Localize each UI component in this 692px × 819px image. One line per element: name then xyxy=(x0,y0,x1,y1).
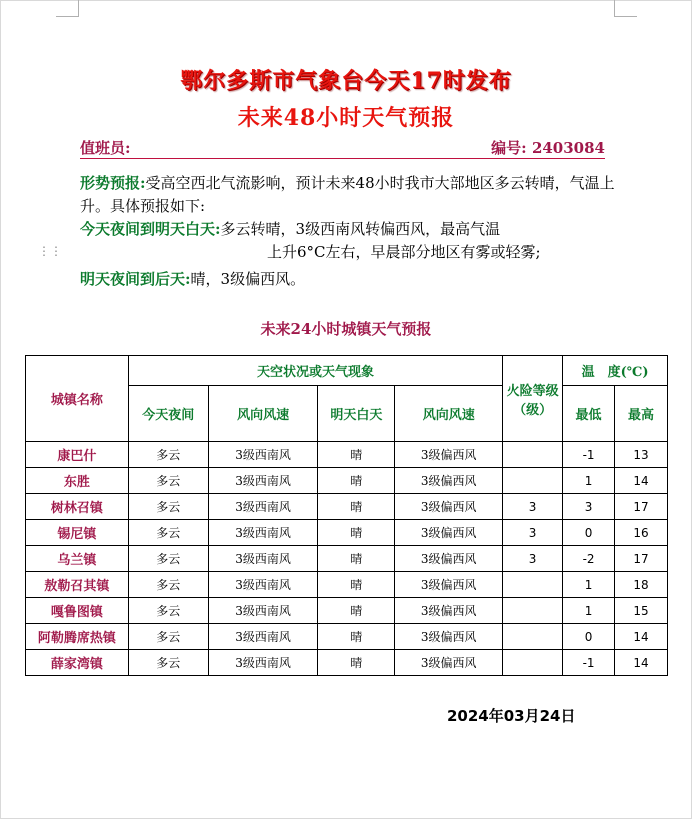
wind1-cell: 3级西南风 xyxy=(208,494,318,520)
table-row xyxy=(26,546,668,572)
wind2-cell: 3级偏西风 xyxy=(395,546,503,572)
wind1-cell: 3级西南风 xyxy=(208,442,318,468)
tomorrow-cell: 晴 xyxy=(318,598,395,624)
max-cell: 13 xyxy=(615,442,668,468)
header-max: 最高 xyxy=(615,386,668,442)
min-cell: 3 xyxy=(563,494,615,520)
fire-cell xyxy=(503,598,563,624)
tomorrow-cell: 晴 xyxy=(318,546,395,572)
fire-cell: 3 xyxy=(503,520,563,546)
page-corner-mark-left xyxy=(56,0,79,17)
fire-cell xyxy=(503,572,563,598)
header-tomorrow: 明天白天 xyxy=(318,386,395,442)
number-value: 2403084 xyxy=(531,139,605,157)
fire-cell: 3 xyxy=(503,546,563,572)
wind1-cell: 3级西南风 xyxy=(208,624,318,650)
duty-officer-label: 值班员: xyxy=(80,139,131,157)
max-cell: 14 xyxy=(615,468,668,494)
tomorrow-cell: 晴 xyxy=(318,520,395,546)
tonight-cell: 多云 xyxy=(128,442,208,468)
tonight-label: 今天夜间到明天白天: xyxy=(80,220,221,238)
table-row xyxy=(26,598,668,624)
header-sky-group: 天空状况或天气现象 xyxy=(128,356,502,386)
town-name: 东胜 xyxy=(26,468,129,494)
table-row xyxy=(26,494,668,520)
tonight-cell: 多云 xyxy=(128,598,208,624)
tomorrow-cell: 晴 xyxy=(318,494,395,520)
number-label: 编号: xyxy=(491,139,527,157)
tonight-cell: 多云 xyxy=(128,650,208,676)
max-cell: 17 xyxy=(615,546,668,572)
fire-cell xyxy=(503,468,563,494)
tonight-cell: 多云 xyxy=(128,624,208,650)
document-subtitle: 未来48小时天气预报 xyxy=(237,105,455,131)
tomorrow-cell: 晴 xyxy=(318,442,395,468)
min-cell: -1 xyxy=(563,442,615,468)
header-town: 城镇名称 xyxy=(26,356,129,442)
min-cell: 1 xyxy=(563,598,615,624)
town-forecast-table xyxy=(25,355,668,676)
tonight-cell: 多云 xyxy=(128,494,208,520)
issue-date: 2024年03月24日 xyxy=(447,707,576,725)
table-row xyxy=(26,442,668,468)
tomorrow-cell: 晴 xyxy=(318,468,395,494)
table-row xyxy=(26,650,668,676)
town-name: 锡尼镇 xyxy=(26,520,129,546)
next-paragraph xyxy=(80,268,615,291)
wind2-cell: 3级偏西风 xyxy=(395,442,503,468)
next-label: 明天夜间到后天: xyxy=(80,270,191,288)
tonight-text-2: 上升6°C左右，早晨部分地区有雾或轻雾; xyxy=(267,243,541,261)
tonight-cell: 多云 xyxy=(128,520,208,546)
wind1-cell: 3级西南风 xyxy=(208,468,318,494)
wind2-cell: 3级偏西风 xyxy=(395,650,503,676)
tomorrow-cell: 晴 xyxy=(318,650,395,676)
max-cell: 14 xyxy=(615,650,668,676)
table-row xyxy=(26,520,668,546)
max-cell: 14 xyxy=(615,624,668,650)
fire-cell xyxy=(503,624,563,650)
min-cell: -2 xyxy=(563,546,615,572)
next-text: 晴，3级偏西风。 xyxy=(190,270,306,288)
wind1-cell: 3级西南风 xyxy=(208,546,318,572)
trend-paragraph xyxy=(80,172,615,218)
town-name: 树林召镇 xyxy=(26,494,129,520)
trend-text: 受高空西北气流影响，预计未来48小时我市大部地区多云转晴，气温上升。具体预报如下: xyxy=(80,174,615,215)
wind1-cell: 3级西南风 xyxy=(208,520,318,546)
document-title: 鄂尔多斯市气象台今天17时发布 xyxy=(180,68,512,94)
document-number xyxy=(491,137,605,158)
header-wind1: 风向风速 xyxy=(208,386,318,442)
fire-cell xyxy=(503,650,563,676)
max-cell: 17 xyxy=(615,494,668,520)
fire-cell xyxy=(503,442,563,468)
wind2-cell: 3级偏西风 xyxy=(395,572,503,598)
fire-cell: 3 xyxy=(503,494,563,520)
header-min: 最低 xyxy=(563,386,615,442)
tomorrow-cell: 晴 xyxy=(318,624,395,650)
wind2-cell: 3级偏西风 xyxy=(395,468,503,494)
wind1-cell: 3级西南风 xyxy=(208,650,318,676)
wind2-cell: 3级偏西风 xyxy=(395,598,503,624)
town-name: 敖勒召其镇 xyxy=(26,572,129,598)
wind1-cell: 3级西南风 xyxy=(208,572,318,598)
town-name: 康巴什 xyxy=(26,442,129,468)
tonight-cell: 多云 xyxy=(128,572,208,598)
tonight-paragraph xyxy=(80,218,615,264)
tonight-text-1: 多云转晴，3级西南风转偏西风，最高气温 xyxy=(220,220,501,238)
min-cell: 1 xyxy=(563,572,615,598)
wind2-cell: 3级偏西风 xyxy=(395,624,503,650)
wind1-cell: 3级西南风 xyxy=(208,598,318,624)
trend-label: 形势预报: xyxy=(80,174,146,192)
town-name: 嘎鲁图镇 xyxy=(26,598,129,624)
town-name: 乌兰镇 xyxy=(26,546,129,572)
table-title: 未来24小时城镇天气预报 xyxy=(260,320,432,338)
max-cell: 18 xyxy=(615,572,668,598)
min-cell: 0 xyxy=(563,624,615,650)
max-cell: 15 xyxy=(615,598,668,624)
min-cell: 1 xyxy=(563,468,615,494)
town-name: 薛家湾镇 xyxy=(26,650,129,676)
table-row xyxy=(26,572,668,598)
table-row xyxy=(26,468,668,494)
town-name: 阿勒腾席热镇 xyxy=(26,624,129,650)
min-cell: -1 xyxy=(563,650,615,676)
header-temp-group: 温 度(℃) xyxy=(563,356,668,386)
wind2-cell: 3级偏西风 xyxy=(395,494,503,520)
drag-handle-icon[interactable]: ⋮⋮ xyxy=(38,244,62,258)
tonight-cell: 多云 xyxy=(128,546,208,572)
tomorrow-cell: 晴 xyxy=(318,572,395,598)
header-tonight: 今天夜间 xyxy=(128,386,208,442)
tonight-cell: 多云 xyxy=(128,468,208,494)
header-wind2: 风向风速 xyxy=(395,386,503,442)
max-cell: 16 xyxy=(615,520,668,546)
meta-row xyxy=(80,136,605,159)
table-row xyxy=(26,624,668,650)
header-fire-risk: 火险等级（级） xyxy=(503,356,563,442)
min-cell: 0 xyxy=(563,520,615,546)
wind2-cell: 3级偏西风 xyxy=(395,520,503,546)
page-corner-mark-right xyxy=(614,0,637,17)
